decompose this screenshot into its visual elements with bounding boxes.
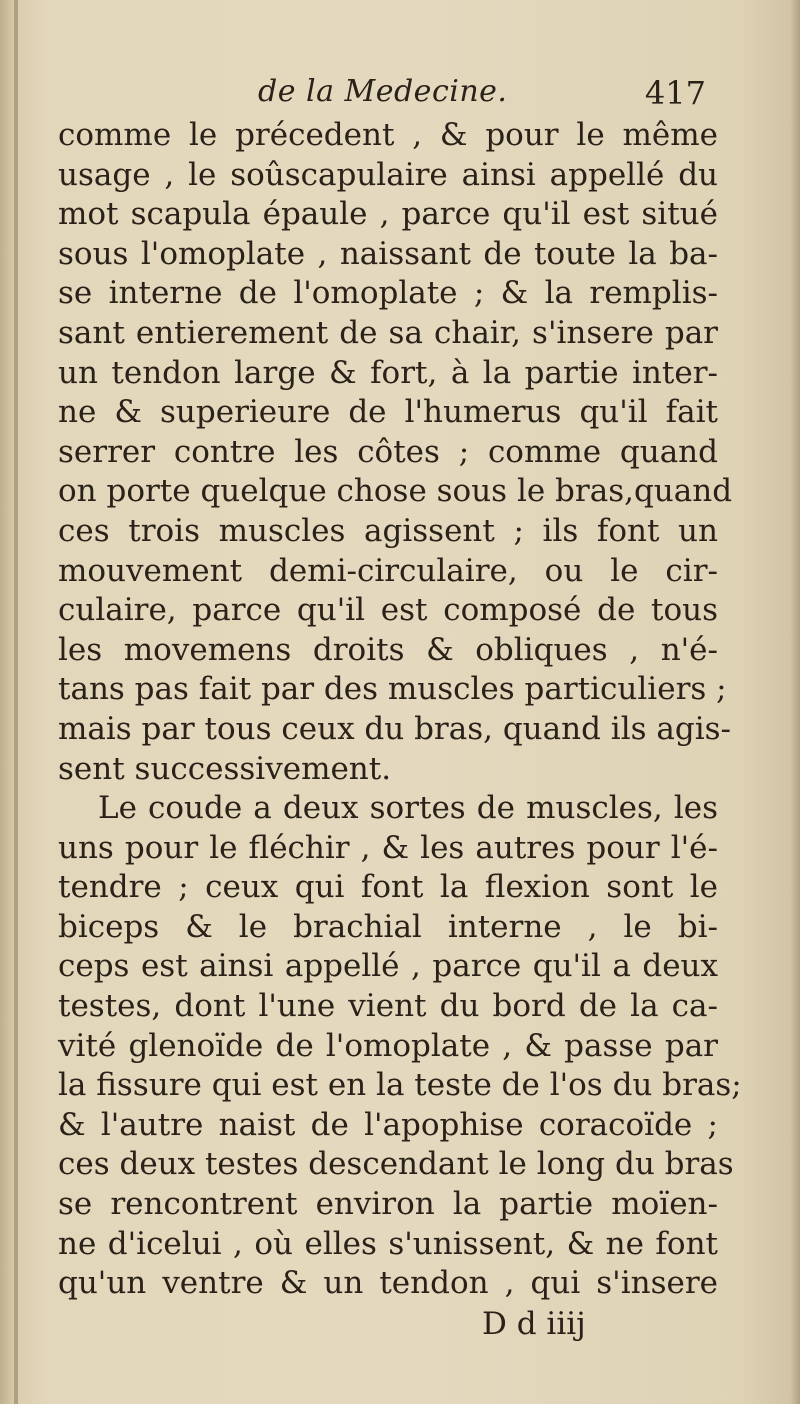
text-line: testes, dont l'une vient du bord de la ca-: [58, 988, 718, 1025]
running-head: de la Medecine.: [258, 74, 508, 109]
text-line: un tendon large & fort, à la partie inter-: [58, 354, 718, 391]
text-line: sent successivement.: [58, 750, 392, 787]
text-line: qu'un ventre & un tendon , qui s'insere: [58, 1265, 718, 1302]
text-line: comme le précedent , & pour le même: [58, 117, 718, 153]
text-line: biceps & le brachial interne , le bi-: [58, 908, 718, 945]
text-line: mouvement demi-circulaire, ou le cir-: [58, 552, 718, 589]
text-line: la fissure qui est en la teste de l'os du bras;: [58, 1067, 742, 1104]
text-line: vité glenoïde de l'omoplate , & passe par: [58, 1027, 718, 1064]
text-line: Le coude a deux sortes de muscles, les: [98, 790, 718, 827]
text-line: serrer contre les côtes ; comme quand: [58, 433, 718, 470]
text-line: mot scapula épaule , parce qu'il est situé: [58, 196, 718, 233]
text-line: ces trois muscles agissent ; ils font un: [58, 512, 718, 549]
text-line: & l'autre naist de l'apophise coracoïde ;: [58, 1106, 718, 1143]
page-binding-line: [14, 0, 18, 1404]
text-line: tendre ; ceux qui font la flexion sont le: [58, 869, 718, 906]
text-line: ne d'icelui , où elles s'unissent, & ne font: [58, 1225, 718, 1262]
text-line: les movemens droits & obliques , n'é-: [58, 631, 718, 668]
text-line: ces deux testes descendant le long du bras: [58, 1146, 734, 1183]
page-edge-shadow: [790, 0, 800, 1404]
text-line: mais par tous ceux du bras, quand ils agis-: [58, 710, 732, 747]
text-line: sant entierement de sa chair, s'insere par: [58, 314, 718, 351]
page-number: 417: [644, 74, 706, 112]
text-line: culaire, parce qu'il est composé de tous: [58, 592, 718, 629]
text-line: se rencontrent environ la partie moïen-: [58, 1186, 718, 1223]
text-line: on porte quelque chose sous le bras,quand: [58, 473, 733, 510]
text-line: usage , le soûscapulaire ainsi appellé du: [58, 156, 718, 193]
text-line: se interne de l'omoplate ; & la remplis-: [58, 275, 718, 312]
page-header: [62, 74, 712, 118]
printer-signature: D d iiij: [482, 1306, 586, 1342]
text-line: sous l'omoplate , naissant de toute la ba-: [58, 235, 718, 272]
text-line: tans pas fait par des muscles particuliers ;: [58, 671, 727, 708]
page-binding-shadow: [0, 0, 14, 1404]
body-text: [58, 116, 742, 1304]
text-line: ne & superieure de l'humerus qu'il fait: [58, 394, 718, 431]
text-line: ceps est ainsi appellé , parce qu'il a deux: [58, 948, 718, 985]
text-line: uns pour le fléchir , & les autres pour l'é-: [58, 829, 718, 866]
